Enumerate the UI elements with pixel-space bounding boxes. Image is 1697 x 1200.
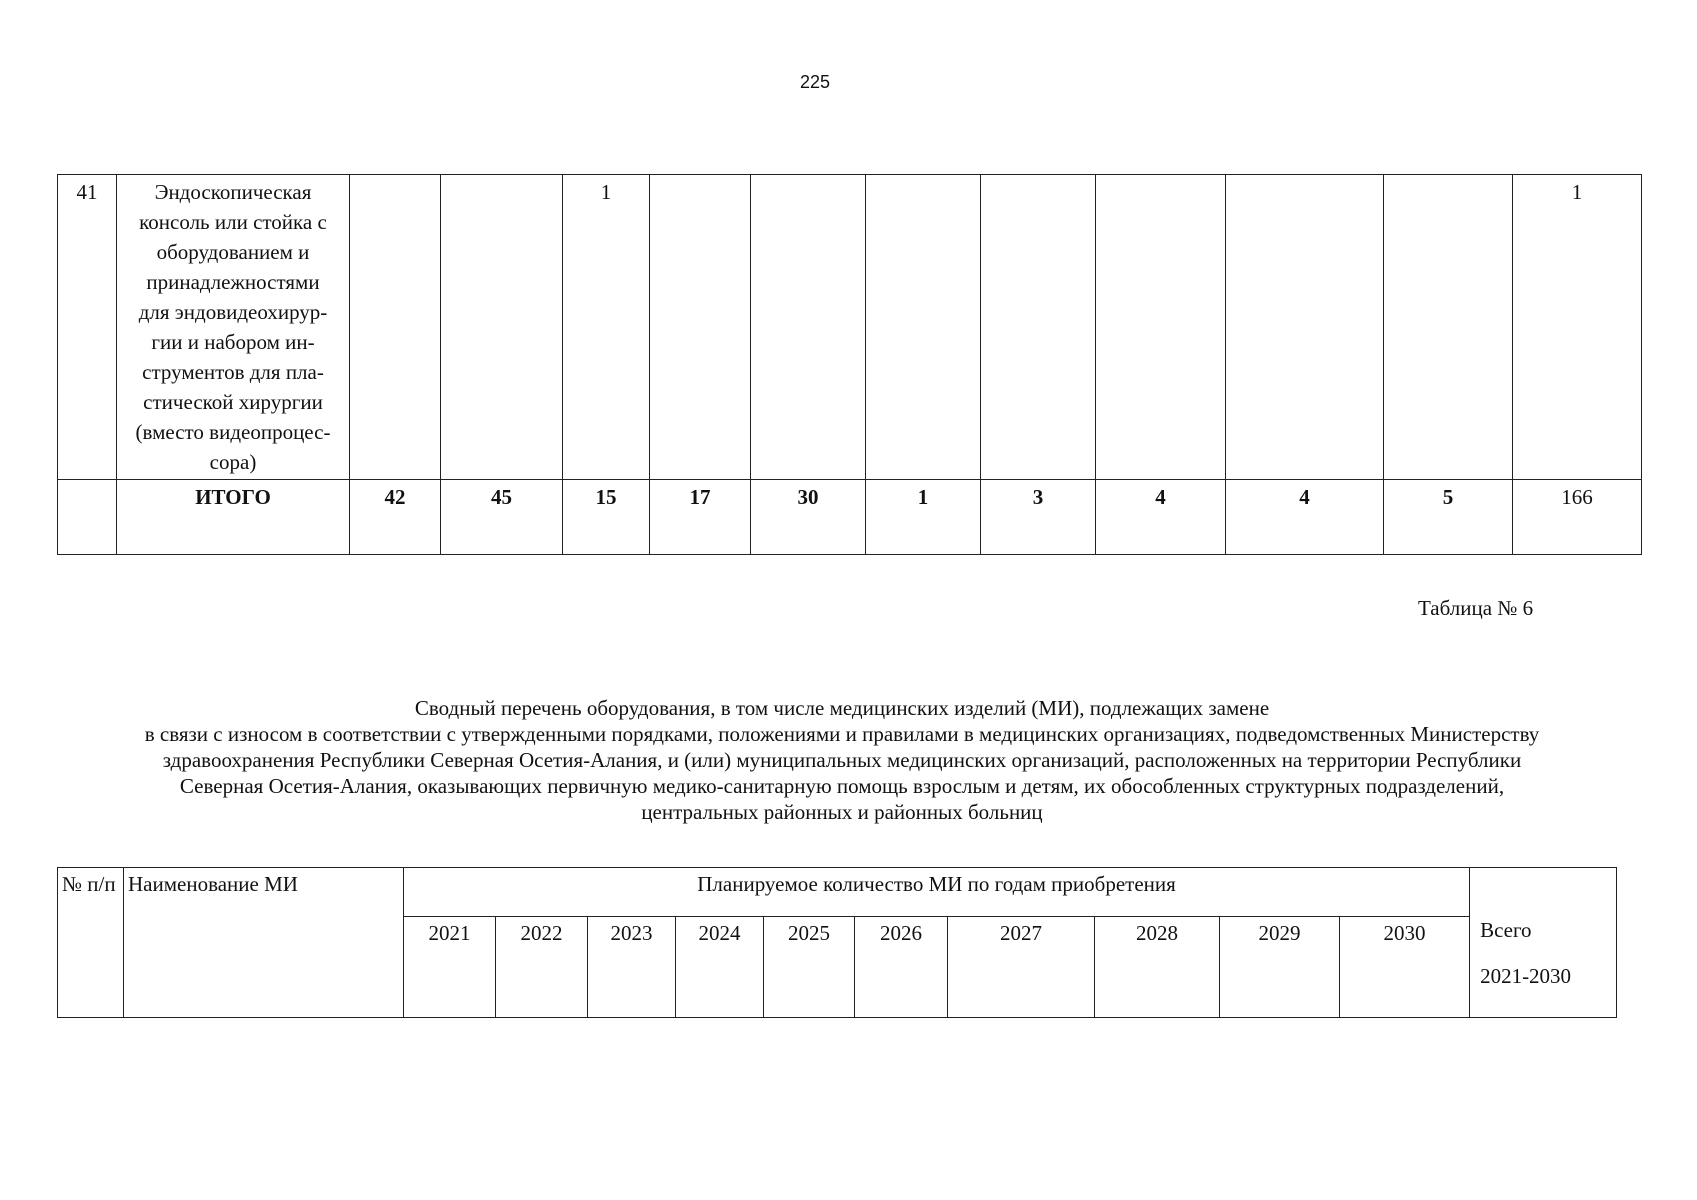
cell-value: 1 — [563, 175, 650, 480]
cell-value-total: 1 — [1513, 175, 1642, 480]
total-value: 5 — [1384, 480, 1513, 555]
total-value: 30 — [751, 480, 866, 555]
cell-value — [866, 175, 981, 480]
item-name-line: (вместо видеопроцес- — [135, 420, 331, 444]
item-name-line: сора) — [209, 450, 257, 474]
cell-value — [1096, 175, 1226, 480]
grand-total-value: 166 — [1513, 480, 1642, 555]
item-name-line: струментов для пла- — [142, 360, 324, 384]
total-value: 15 — [563, 480, 650, 555]
total-label: Всего — [1480, 918, 1532, 942]
total-value: 1 — [866, 480, 981, 555]
cell-value — [1384, 175, 1513, 480]
total-label: ИТОГО — [117, 480, 350, 555]
item-name — [117, 175, 350, 480]
year-header: 2023 — [588, 917, 676, 1018]
title-line: в связи с износом в соответствии с утвержденными порядками, положениями и правилами в медицинских организациях, подведомственных Министерству — [144, 722, 1540, 746]
title-line: Северная Осетия-Алания, оказывающих первичную медико-санитарную помощь взрослым и детям, их обособленных структурных подразделений, — [179, 774, 1505, 798]
year-header: 2022 — [496, 917, 588, 1018]
page-number: 225 — [799, 72, 831, 92]
item-name-line: Эндоскопическая — [154, 180, 312, 204]
year-header: 2025 — [764, 917, 855, 1018]
cell-value — [981, 175, 1096, 480]
year-header: 2026 — [855, 917, 948, 1018]
column-header-number: № п/п — [58, 868, 124, 1018]
column-header-total — [1470, 868, 1617, 1018]
empty-cell — [58, 480, 117, 555]
year-header: 2021 — [404, 917, 496, 1018]
cell-value — [350, 175, 441, 480]
column-header-group: Планируемое количество МИ по годам приобретения — [404, 868, 1470, 917]
year-header: 2029 — [1220, 917, 1340, 1018]
total-value: 4 — [1096, 480, 1226, 555]
total-row — [58, 480, 1642, 555]
total-value: 42 — [350, 480, 441, 555]
item-name-line: консоль или стойка с — [139, 210, 327, 234]
title-line: здравоохранения Республики Северная Осетия-Алания, и (или) муниципальных медицинских организаций, расположенных на территории Республики — [162, 748, 1522, 772]
total-range: 2021-2030 — [1480, 964, 1572, 988]
item-name-line: гии и набором ин- — [151, 330, 315, 354]
year-header: 2027 — [948, 917, 1095, 1018]
year-header: 2028 — [1095, 917, 1220, 1018]
title-line: Сводный перечень оборудования, в том числе медицинских изделий (МИ), подлежащих замене — [414, 696, 1270, 720]
item-name-line: стической хирургии — [143, 390, 323, 414]
title-line: центральных районных и районных больниц — [641, 800, 1043, 824]
cell-value — [1226, 175, 1384, 480]
total-value: 3 — [981, 480, 1096, 555]
document-title — [57, 695, 1627, 825]
total-value: 17 — [650, 480, 751, 555]
header-row — [58, 868, 1617, 917]
item-name-line: принадлежностями — [146, 270, 320, 294]
cell-value — [441, 175, 563, 480]
item-name-line: для эндовидеохирур- — [138, 300, 328, 324]
cell-value — [650, 175, 751, 480]
row-number: 41 — [58, 175, 117, 480]
table-caption: Таблица № 6 — [1418, 596, 1534, 620]
year-header: 2030 — [1340, 917, 1470, 1018]
year-header: 2024 — [676, 917, 764, 1018]
table-6-header — [57, 867, 1617, 1018]
equipment-table-continued — [57, 174, 1642, 555]
cell-value — [751, 175, 866, 480]
total-value: 4 — [1226, 480, 1384, 555]
item-name-line: оборудованием и — [156, 240, 310, 264]
total-value: 45 — [441, 480, 563, 555]
column-header-name: Наименование МИ — [124, 868, 404, 1018]
table-row — [58, 175, 1642, 480]
